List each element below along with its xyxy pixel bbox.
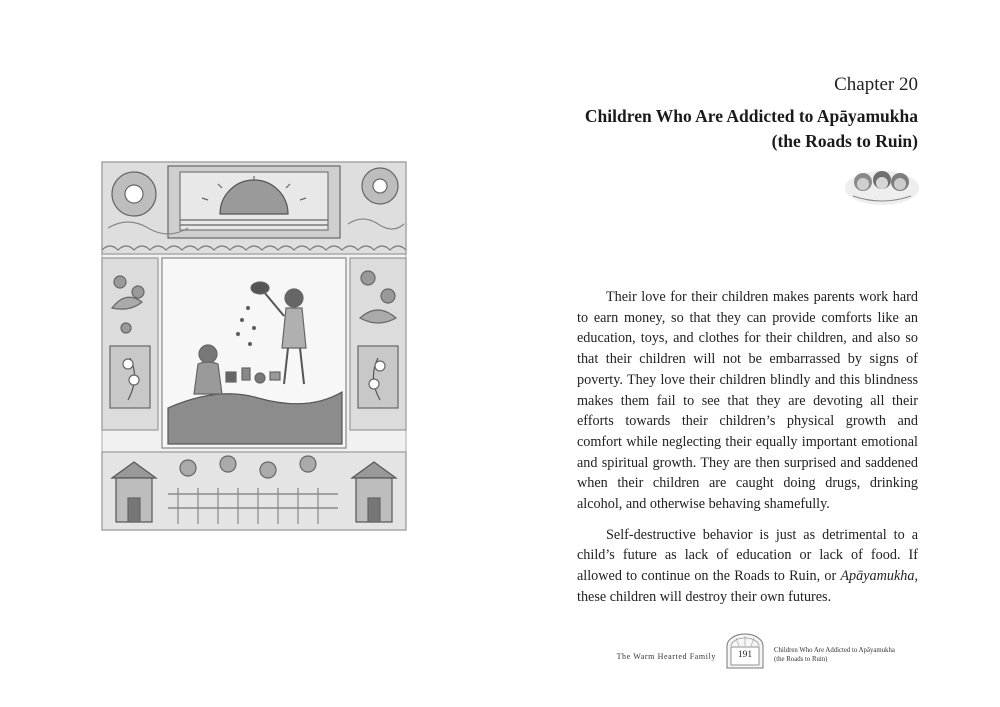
paragraph-2-start: Self-destructive behavior is just as detrimental to a child’s future as lack of education or lack of food. If allowed to continue on the Roads to Ruin, or xyxy=(577,526,918,585)
running-title-line-2: (the Roads to Ruin) xyxy=(774,655,828,663)
paragraph-2-term: Apāyamukha xyxy=(840,568,915,585)
page-number: 191 xyxy=(737,650,753,660)
chapter-number: Chapter 20 xyxy=(834,74,918,95)
chapter-illustration xyxy=(98,158,410,534)
footer-book-title: The Warm Hearted Family xyxy=(616,652,716,661)
chapter-title xyxy=(518,104,918,154)
chapter-body xyxy=(577,287,918,618)
running-title-line-1: Children Who Are Addicted to Apāyamukha xyxy=(774,647,895,654)
paragraph-2 xyxy=(577,525,918,608)
chapter-title-line-2: (the Roads to Ruin) xyxy=(771,131,918,151)
paragraph-1: Their love for their children makes parents work hard to earn money, so that they can provide comforts like an education, toys, and clothes for their children, and also so that their children will not be embarrassed by signs of poverty. They love their children blindly and this blindness makes them fail to see that they are devoting all their efforts towards their children’s physical growth and comfort while neglecting their equally important emotional and spiritual growth. They are then surprised and saddened when their children are caught doing drugs, drinking alcohol, and otherwise behaving shamefully. xyxy=(577,289,918,513)
paragraph-2-end: , these children will destroy their own futures. xyxy=(577,568,918,605)
chapter-title-line-1: Children Who Are Addicted to Apāyamukha xyxy=(584,106,918,126)
footer-running-title xyxy=(774,647,914,664)
faces-emblem xyxy=(843,160,921,208)
footer-page-badge xyxy=(724,632,766,670)
